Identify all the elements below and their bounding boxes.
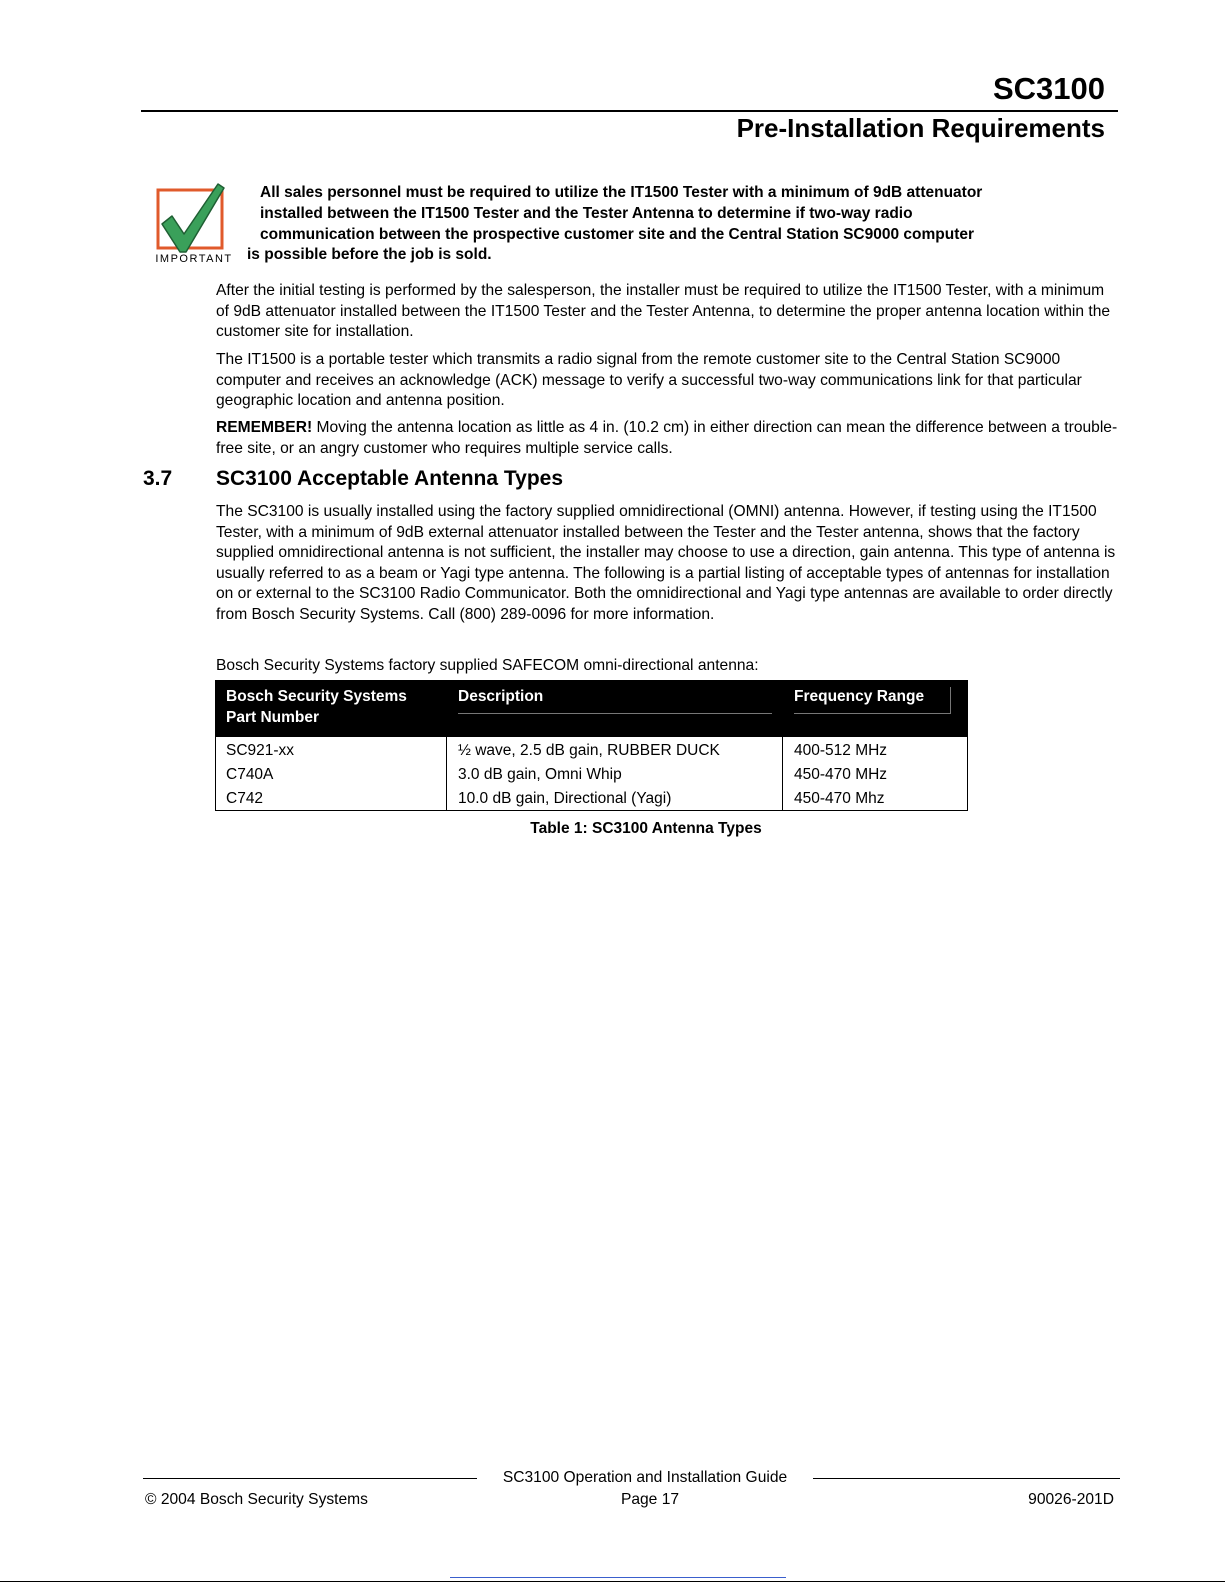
important-line: communication between the prospective customer site and the Central Station SC9000 computer xyxy=(260,225,975,243)
section-title: SC3100 Acceptable Antenna Types xyxy=(216,467,564,490)
table-cell: ½ wave, 2.5 dB gain, RUBBER DUCK xyxy=(458,742,720,759)
footer-copyright: © 2004 Bosch Security Systems xyxy=(145,1491,368,1508)
important-line: is possible before the job is sold. xyxy=(247,246,492,264)
table-row xyxy=(216,739,967,763)
table-cell: 3.0 dB gain, Omni Whip xyxy=(458,766,622,783)
footer-page-number: Page 17 xyxy=(620,1491,680,1508)
section-number: 3.7 xyxy=(143,467,173,490)
paragraph-it1500-description: The IT1500 is a portable tester which transmits a radio signal from the remote customer site to the Central Station SC9000 computer and receives an acknowledge (ACK) message to verify a successful two-way communications link for that particular geographic location and antenna position. xyxy=(216,351,1082,410)
important-line: installed between the IT1500 Tester and the Tester Antenna to determine if two-way radio xyxy=(260,204,913,222)
paragraph-table-intro: Bosch Security Systems factory supplied SAFECOM omni-directional antenna: xyxy=(216,657,759,674)
table-header-description: Description xyxy=(458,687,772,714)
table-row xyxy=(216,787,967,811)
antenna-types-table xyxy=(215,680,968,811)
table-cell: 10.0 dB gain, Directional (Yagi) xyxy=(458,790,672,807)
paragraph-remember xyxy=(216,418,1118,459)
paragraph-antenna-types: The SC3100 is usually installed using the factory supplied omnidirectional (OMNI) antenna. However, if testing using the IT1500 Tester, with a minimum of 9dB external attenuator installed between the Tester and the Tester antenna, shows that the factory supplied omnidirectional antenna is not sufficient, the installer may choose to use a direction, gain antenna. This type of antenna is usually referred to as a beam or Yagi type antenna. The following is a partial listing of acceptable types of antennas for installation on or external to the SC3100 Radio Communicator. Both the omnidirectional and Yagi type antennas are available to order directly from Bosch Security Systems. Call (800) 289-0096 for more information. xyxy=(216,503,1116,623)
important-label: IMPORTANT xyxy=(155,253,233,265)
table-body xyxy=(216,737,967,810)
table-cell: C742 xyxy=(226,790,264,807)
chapter-title: Pre-Installation Requirements xyxy=(736,113,1105,143)
page-bottom-rule xyxy=(0,1581,1225,1582)
table-row xyxy=(216,763,967,787)
paragraph-initial-testing: After the initial testing is performed by the salesperson, the installer must be required to utilize the IT1500 Tester, with a minimum of 9dB attenuator installed between the IT1500 Tester and the Tester Antenna, to determine the proper antenna location within the customer site for installation. xyxy=(216,282,1111,341)
table-header-row xyxy=(216,681,967,737)
table-cell: 400-512 MHz xyxy=(794,742,888,759)
footer-guide-title: SC3100 Operation and Installation Guide xyxy=(502,1469,788,1486)
important-notice xyxy=(247,183,1117,266)
table-caption: Table 1: SC3100 Antenna Types xyxy=(530,820,762,837)
table-cell: C740A xyxy=(226,766,274,783)
important-line: All sales personnel must be required to utilize the IT1500 Tester with a minimum of 9dB attenuator xyxy=(260,184,983,201)
remember-label: REMEMBER! xyxy=(216,419,313,436)
table-header-frequency: Frequency Range xyxy=(794,687,951,714)
footer-rule-right xyxy=(813,1478,1120,1479)
table-header-part-number: Bosch Security Systems Part Number xyxy=(226,688,407,726)
bottom-link-underline xyxy=(450,1577,786,1578)
document-product-title: SC3100 xyxy=(992,71,1105,106)
footer-document-number: 90026-201D xyxy=(1028,1491,1114,1508)
remember-text: Moving the antenna location as little as 4 in. (10.2 cm) in either direction can mean the difference between a trouble-free site, or an angry customer who requires multiple service calls. xyxy=(216,419,1118,457)
table-cell: SC921-xx xyxy=(226,742,295,759)
table-cell: 450-470 MHz xyxy=(794,766,888,783)
footer-rule-left xyxy=(143,1478,477,1479)
table-cell: 450-470 Mhz xyxy=(794,790,885,807)
